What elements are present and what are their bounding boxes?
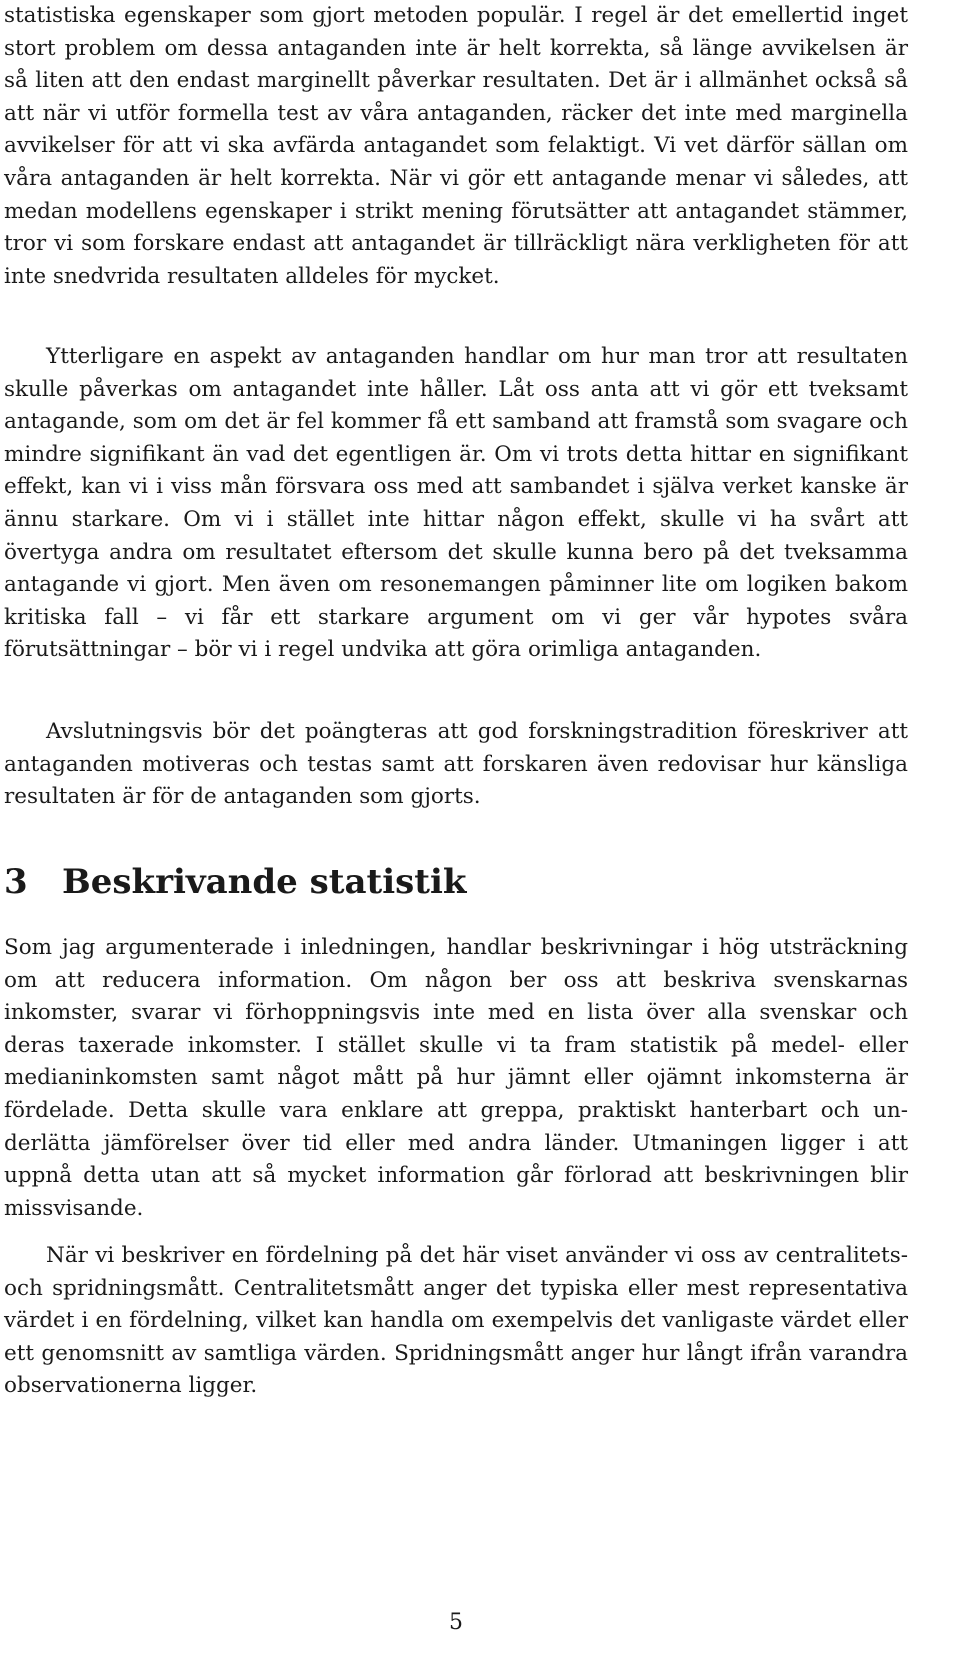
paragraph-centrality-dispersion: När vi beskriver en fördelning på det här viset använder vi oss av centralitets- och spridningsmått. Centralitetsmått anger det typiska eller mest representativa värdet i en fördelning, vilket kan handla om exempelvis det vanligaste värdet eller ett genomsnitt av samtliga värden. Spridningsmått anger hur långt ifrån varandra observationerna ligger. bbox=[4, 1243, 908, 1399]
paragraph-assumptions-continued: statistiska egenskaper som gjort metoden populär. I regel är det emellertid inget stort problem om dessa antaganden inte är helt korrekta, så länge avvikelsen är så liten att den endast marginellt påverkar resultaten. Det är i allmänhet också så att när vi utför formella test av våra antaganden, räcker det inte med marginella avvikelser för att vi ska avfärda antagandet som felaktigt. Vi vet därför sällan om våra antaganden är helt korrekta. När vi gör ett antagande menar vi således, att medan modellens egenskaper i strikt mening förutsätter att antagandet stämmer, tror vi som forskare endast att antagandet är tillräckligt nära verkligheten för att inte snedvrida resultaten alldeles för mycket. bbox=[4, 3, 908, 289]
paragraph-assumption-robustness: Ytterligare en aspekt av antaganden handlar om hur man tror att resultaten skulle påverkas om antagandet inte håller. Låt oss anta att vi gör ett tveksamt antagande, som om det är fel kommer få ett samband att framstå som svagare och mindre signifikant än vad det egentligen är. Om vi trots detta hittar en signifikant effekt, kan vi i viss mån försvara oss med att sambandet i själva verket kanske är ännu starkare. Om vi i stället inte hittar någon effekt, skulle vi ha svårt att övertyga andra om resultatet eftersom det skulle kunna bero på det tveksamma antagande vi gjort. Men även om resonemangen påminner lite om logiken bakom kritiska fall – vi får ett starkare argument om vi ger vår hypotes svåra förutsättningar – bör vi i regel undvika att göra orimliga antaganden. bbox=[4, 344, 908, 663]
paragraph-conclusion: Avslutningsvis bör det poängteras att god forskningstradition föreskriver att antaganden motiveras och testas samt att forskaren även redovisar hur känsliga resultaten är för de antaganden som gjorts. bbox=[4, 719, 908, 810]
paragraph-description-intro: Som jag argumenterade i inledningen, handlar beskrivningar i hög utsträckning om att reducera information. Om någon ber oss att beskriva svenskarnas inkomster, svarar vi förhoppningsvis inte med en lista över alla svenskar och deras taxerade inkomster. I stället skulle vi ta fram statistik på medel- eller medianinkomsten samt något mått på hur jämnt eller ojämnt inkomsterna är fördelade. Detta skulle vara enklare att greppa, praktiskt hanterbart och underlätta jämförelser över tid eller med andra länder. Utmaningen ligger i att uppnå detta utan att så mycket information går förlorad att beskrivningen blir missvisande. bbox=[4, 935, 908, 1221]
section-title: Beskrivande statistik bbox=[62, 862, 467, 902]
page-number: 5 bbox=[449, 1610, 463, 1635]
section-heading bbox=[4, 862, 466, 902]
section-number: 3 bbox=[4, 862, 28, 902]
